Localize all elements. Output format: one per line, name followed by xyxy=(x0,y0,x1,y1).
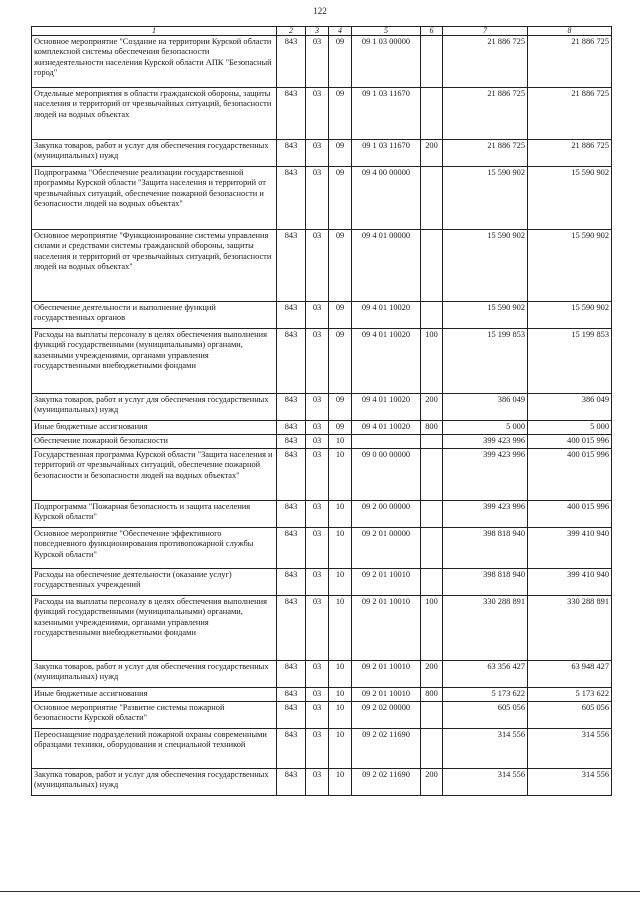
cell-subsection-code: 09 xyxy=(329,88,352,140)
cell-amount-year-1: 21 886 725 xyxy=(443,140,528,167)
table-row xyxy=(32,140,612,167)
cell-name: Основное мероприятие "Функционирование системы управления силами и средствами системы гражданской обороны, защиты населения и территорий от чрезвычайных ситуаций, безопасности людей на водных объектах" xyxy=(32,230,277,302)
table-row xyxy=(32,661,612,688)
column-number: 5 xyxy=(352,27,421,36)
table-body xyxy=(32,36,612,796)
page-number: 122 xyxy=(313,6,327,16)
cell-name: Отдельные мероприятия в области гражданской обороны, защиты населения и территорий от чрезвычайных ситуаций, безопасности людей на водных объектах xyxy=(32,88,277,140)
cell-expense-type xyxy=(421,36,443,88)
cell-subsection-code: 10 xyxy=(329,661,352,688)
cell-expense-type xyxy=(421,528,443,569)
cell-amount-year-2: 21 886 725 xyxy=(528,36,612,88)
cell-amount-year-1: 5 173 622 xyxy=(443,688,528,702)
cell-expense-type xyxy=(421,449,443,501)
cell-name: Подпрограмма "Пожарная безопасность и защита населения Курской области" xyxy=(32,501,277,528)
cell-subsection-code: 09 xyxy=(329,230,352,302)
cell-subsection-code: 10 xyxy=(329,528,352,569)
cell-subsection-code: 09 xyxy=(329,329,352,394)
cell-subsection-code: 09 xyxy=(329,36,352,88)
cell-target-article: 09 2 00 00000 xyxy=(352,501,421,528)
table-row xyxy=(32,435,612,449)
cell-section-code: 03 xyxy=(306,501,329,528)
cell-amount-year-2: 15 590 902 xyxy=(528,167,612,230)
table-row xyxy=(32,302,612,329)
cell-expense-type: 200 xyxy=(421,769,443,796)
cell-amount-year-1: 21 886 725 xyxy=(443,36,528,88)
cell-expense-type: 100 xyxy=(421,329,443,394)
table-row xyxy=(32,421,612,435)
cell-target-article: 09 2 01 00000 xyxy=(352,528,421,569)
cell-name: Основное мероприятие "Развитие системы пожарной безопасности Курской области" xyxy=(32,702,277,729)
table-row xyxy=(32,688,612,702)
cell-amount-year-2: 15 590 902 xyxy=(528,230,612,302)
cell-name: Иные бюджетные ассигнования xyxy=(32,688,277,702)
cell-amount-year-2: 314 556 xyxy=(528,769,612,796)
cell-ministry-code: 843 xyxy=(277,230,306,302)
cell-amount-year-1: 398 818 940 xyxy=(443,569,528,596)
cell-amount-year-1: 15 590 902 xyxy=(443,302,528,329)
cell-amount-year-1: 399 423 996 xyxy=(443,449,528,501)
cell-ministry-code: 843 xyxy=(277,661,306,688)
cell-target-article: 09 4 00 00000 xyxy=(352,167,421,230)
cell-amount-year-2: 15 590 902 xyxy=(528,302,612,329)
cell-ministry-code: 843 xyxy=(277,528,306,569)
cell-subsection-code: 10 xyxy=(329,435,352,449)
cell-amount-year-2: 63 948 427 xyxy=(528,661,612,688)
table-row xyxy=(32,596,612,661)
cell-expense-type: 200 xyxy=(421,661,443,688)
cell-amount-year-2: 386 049 xyxy=(528,394,612,421)
cell-amount-year-1: 399 423 996 xyxy=(443,501,528,528)
cell-expense-type xyxy=(421,302,443,329)
cell-expense-type: 200 xyxy=(421,394,443,421)
cell-section-code: 03 xyxy=(306,329,329,394)
cell-name: Переоснащение подразделений пожарной охраны современными образцами техники, оборудования и специальной техникой xyxy=(32,729,277,769)
cell-section-code: 03 xyxy=(306,528,329,569)
cell-subsection-code: 10 xyxy=(329,449,352,501)
cell-target-article: 09 2 01 10010 xyxy=(352,596,421,661)
cell-ministry-code: 843 xyxy=(277,688,306,702)
cell-expense-type xyxy=(421,167,443,230)
cell-amount-year-1: 386 049 xyxy=(443,394,528,421)
cell-subsection-code: 09 xyxy=(329,167,352,230)
cell-section-code: 03 xyxy=(306,36,329,88)
cell-name: Закупка товаров, работ и услуг для обеспечения государственных (муниципальных) нужд xyxy=(32,769,277,796)
cell-ministry-code: 843 xyxy=(277,36,306,88)
column-number: 1 xyxy=(32,27,277,36)
table-row xyxy=(32,769,612,796)
cell-amount-year-1: 398 818 940 xyxy=(443,528,528,569)
cell-subsection-code: 09 xyxy=(329,140,352,167)
cell-target-article: 09 4 01 10020 xyxy=(352,329,421,394)
cell-target-article: 09 4 01 10020 xyxy=(352,302,421,329)
cell-subsection-code: 10 xyxy=(329,729,352,769)
cell-amount-year-2: 330 288 891 xyxy=(528,596,612,661)
cell-section-code: 03 xyxy=(306,596,329,661)
cell-expense-type xyxy=(421,729,443,769)
cell-amount-year-2: 605 056 xyxy=(528,702,612,729)
cell-target-article: 09 4 01 10020 xyxy=(352,394,421,421)
cell-expense-type xyxy=(421,702,443,729)
table-row xyxy=(32,449,612,501)
table-row xyxy=(32,88,612,140)
cell-subsection-code: 10 xyxy=(329,702,352,729)
table-row xyxy=(32,329,612,394)
cell-target-article xyxy=(352,435,421,449)
cell-name: Закупка товаров, работ и услуг для обеспечения государственных (муниципальных) нужд xyxy=(32,140,277,167)
cell-amount-year-1: 5 000 xyxy=(443,421,528,435)
cell-amount-year-2: 314 556 xyxy=(528,729,612,769)
cell-name: Обеспечение деятельности и выполнение функций государственных органов xyxy=(32,302,277,329)
cell-expense-type: 800 xyxy=(421,421,443,435)
cell-subsection-code: 09 xyxy=(329,421,352,435)
cell-expense-type xyxy=(421,88,443,140)
budget-table xyxy=(31,26,612,796)
table-row xyxy=(32,167,612,230)
cell-section-code: 03 xyxy=(306,449,329,501)
cell-expense-type xyxy=(421,569,443,596)
cell-ministry-code: 843 xyxy=(277,569,306,596)
column-number: 8 xyxy=(528,27,612,36)
cell-ministry-code: 843 xyxy=(277,702,306,729)
table-row xyxy=(32,501,612,528)
cell-subsection-code: 10 xyxy=(329,688,352,702)
cell-amount-year-2: 21 886 725 xyxy=(528,88,612,140)
cell-ministry-code: 843 xyxy=(277,435,306,449)
cell-amount-year-2: 400 015 996 xyxy=(528,435,612,449)
column-number: 4 xyxy=(329,27,352,36)
table-row xyxy=(32,729,612,769)
cell-subsection-code: 09 xyxy=(329,302,352,329)
cell-amount-year-1: 399 423 996 xyxy=(443,435,528,449)
cell-subsection-code: 10 xyxy=(329,501,352,528)
cell-target-article: 09 2 02 11690 xyxy=(352,729,421,769)
cell-amount-year-1: 21 886 725 xyxy=(443,88,528,140)
cell-section-code: 03 xyxy=(306,167,329,230)
cell-name: Закупка товаров, работ и услуг для обеспечения государственных (муниципальных) нужд xyxy=(32,661,277,688)
cell-expense-type: 100 xyxy=(421,596,443,661)
cell-expense-type xyxy=(421,230,443,302)
bottom-rule xyxy=(0,891,640,892)
cell-amount-year-2: 399 410 940 xyxy=(528,528,612,569)
cell-target-article: 09 0 00 00000 xyxy=(352,449,421,501)
cell-ministry-code: 843 xyxy=(277,596,306,661)
cell-ministry-code: 843 xyxy=(277,329,306,394)
cell-target-article: 09 2 02 11690 xyxy=(352,769,421,796)
cell-section-code: 03 xyxy=(306,140,329,167)
cell-amount-year-1: 15 590 902 xyxy=(443,167,528,230)
cell-ministry-code: 843 xyxy=(277,167,306,230)
cell-target-article: 09 1 03 11670 xyxy=(352,88,421,140)
table-row xyxy=(32,394,612,421)
cell-subsection-code: 10 xyxy=(329,569,352,596)
cell-target-article: 09 2 01 10010 xyxy=(352,661,421,688)
cell-amount-year-1: 63 356 427 xyxy=(443,661,528,688)
cell-name: Основное мероприятие "Создание на территории Курской области комплексной системы обеспечения безопасности жизнедеятельности населения Курской области АПК "Безопасный город" xyxy=(32,36,277,88)
cell-name: Расходы на выплаты персоналу в целях обеспечения выполнения функций государственными (муниципальными) органами, казенными учреждениями, органами управления государственными внебюджетными фондами xyxy=(32,329,277,394)
cell-section-code: 03 xyxy=(306,88,329,140)
cell-ministry-code: 843 xyxy=(277,394,306,421)
column-number: 6 xyxy=(421,27,443,36)
cell-section-code: 03 xyxy=(306,769,329,796)
cell-section-code: 03 xyxy=(306,435,329,449)
cell-section-code: 03 xyxy=(306,688,329,702)
cell-ministry-code: 843 xyxy=(277,769,306,796)
cell-amount-year-1: 330 288 891 xyxy=(443,596,528,661)
cell-name: Подпрограмма "Обеспечение реализации государственной программы Курской области "Защита населения и территорий от чрезвычайных ситуаций, обеспечение пожарной безопасности и безопасности людей на водных объектах" xyxy=(32,167,277,230)
cell-amount-year-2: 5 173 622 xyxy=(528,688,612,702)
cell-target-article: 09 2 02 00000 xyxy=(352,702,421,729)
cell-name: Обеспечение пожарной безопасности xyxy=(32,435,277,449)
table-row xyxy=(32,36,612,88)
cell-amount-year-1: 314 556 xyxy=(443,729,528,769)
cell-ministry-code: 843 xyxy=(277,729,306,769)
cell-section-code: 03 xyxy=(306,421,329,435)
cell-amount-year-1: 15 199 853 xyxy=(443,329,528,394)
table-row xyxy=(32,569,612,596)
cell-subsection-code: 10 xyxy=(329,596,352,661)
cell-target-article: 09 1 03 11670 xyxy=(352,140,421,167)
cell-section-code: 03 xyxy=(306,302,329,329)
cell-name: Основное мероприятие "Обеспечение эффективного повседневного функционирования противопожарной службы Курской области" xyxy=(32,528,277,569)
cell-section-code: 03 xyxy=(306,230,329,302)
cell-name: Расходы на выплаты персоналу в целях обеспечения выполнения функций государственными (муниципальными) органами, казенными учреждениями, органами управления государственными внебюджетными фондами xyxy=(32,596,277,661)
cell-ministry-code: 843 xyxy=(277,140,306,167)
cell-name: Расходы на обеспечение деятельности (оказание услуг) государственных учреждений xyxy=(32,569,277,596)
cell-amount-year-2: 5 000 xyxy=(528,421,612,435)
cell-expense-type xyxy=(421,435,443,449)
cell-subsection-code: 10 xyxy=(329,769,352,796)
cell-amount-year-1: 605 056 xyxy=(443,702,528,729)
cell-expense-type xyxy=(421,501,443,528)
cell-section-code: 03 xyxy=(306,702,329,729)
cell-amount-year-1: 15 590 902 xyxy=(443,230,528,302)
cell-section-code: 03 xyxy=(306,394,329,421)
table-row xyxy=(32,702,612,729)
cell-subsection-code: 09 xyxy=(329,394,352,421)
cell-name: Закупка товаров, работ и услуг для обеспечения государственных (муниципальных) нужд xyxy=(32,394,277,421)
cell-target-article: 09 1 03 00000 xyxy=(352,36,421,88)
table-row xyxy=(32,528,612,569)
cell-target-article: 09 2 01 10010 xyxy=(352,688,421,702)
cell-ministry-code: 843 xyxy=(277,421,306,435)
cell-section-code: 03 xyxy=(306,729,329,769)
cell-ministry-code: 843 xyxy=(277,88,306,140)
cell-ministry-code: 843 xyxy=(277,449,306,501)
cell-ministry-code: 843 xyxy=(277,302,306,329)
cell-ministry-code: 843 xyxy=(277,501,306,528)
cell-target-article: 09 4 01 10020 xyxy=(352,421,421,435)
cell-amount-year-2: 21 886 725 xyxy=(528,140,612,167)
column-number: 3 xyxy=(306,27,329,36)
column-number: 7 xyxy=(443,27,528,36)
cell-target-article: 09 4 01 00000 xyxy=(352,230,421,302)
column-number: 2 xyxy=(277,27,306,36)
table-row xyxy=(32,230,612,302)
cell-section-code: 03 xyxy=(306,569,329,596)
cell-expense-type: 800 xyxy=(421,688,443,702)
cell-amount-year-2: 400 015 996 xyxy=(528,449,612,501)
cell-name: Государственная программа Курской области "Защита населения и территорий от чрезвычайных ситуаций, обеспечение пожарной безопасности и безопасности людей на водных объектах" xyxy=(32,449,277,501)
cell-target-article: 09 2 01 10010 xyxy=(352,569,421,596)
cell-section-code: 03 xyxy=(306,661,329,688)
cell-amount-year-2: 15 199 853 xyxy=(528,329,612,394)
cell-expense-type: 200 xyxy=(421,140,443,167)
cell-amount-year-2: 400 015 996 xyxy=(528,501,612,528)
column-number-row xyxy=(32,27,612,36)
cell-name: Иные бюджетные ассигнования xyxy=(32,421,277,435)
cell-amount-year-1: 314 556 xyxy=(443,769,528,796)
cell-amount-year-2: 399 410 940 xyxy=(528,569,612,596)
